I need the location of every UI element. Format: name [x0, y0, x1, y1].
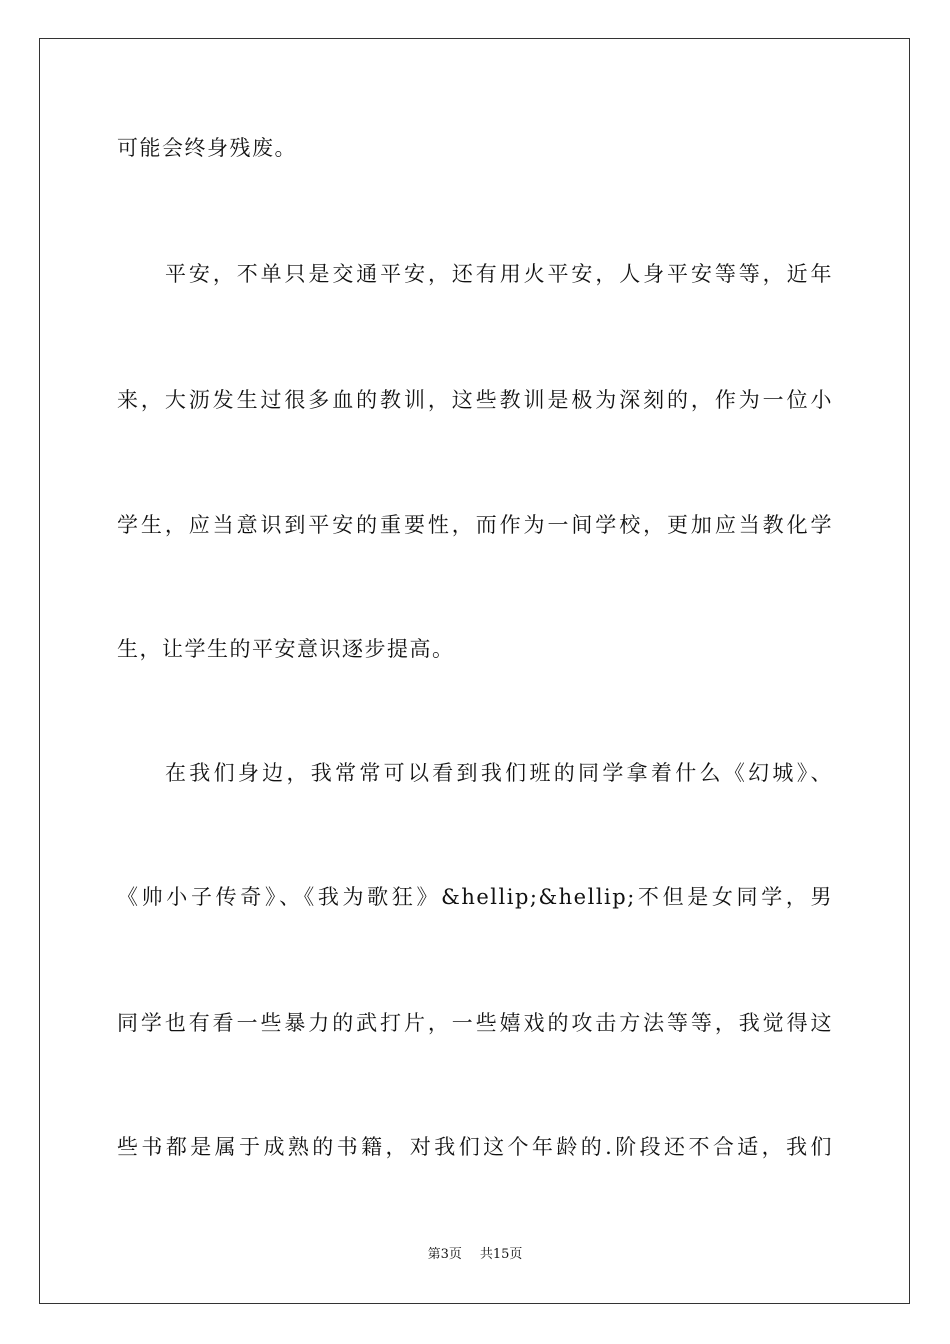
text-line-8: 同学也有看一些暴力的武打片，一些嬉戏的攻击方法等等，我觉得这	[117, 1011, 833, 1035]
page-number: 第3页	[427, 1247, 462, 1262]
page-footer	[0, 1247, 950, 1263]
text-line-6: 在我们身边，我常常可以看到我们班的同学拿着什么《幻城》、	[165, 761, 833, 785]
text-line-1: 可能会终身残废。	[117, 136, 297, 160]
text-line-3: 来，大沥发生过很多血的教训，这些教训是极为深刻的，作为一位小	[117, 388, 833, 412]
text-line-2: 平安，不单只是交通平安，还有用火平安，人身平安等等，近年	[165, 262, 833, 286]
text-line-7: 《帅小子传奇》、《我为歌狂》&hellip;&hellip;不但是女同学，男	[117, 885, 833, 909]
text-line-4: 学生，应当意识到平安的重要性，而作为一间学校，更加应当教化学	[117, 513, 833, 537]
text-line-5: 生，让学生的平安意识逐步提高。	[117, 637, 455, 661]
text-line-9: 些书都是属于成熟的书籍，对我们这个年龄的.阶段还不合适，我们	[117, 1135, 833, 1159]
page-border	[39, 38, 910, 1304]
page-total: 共15页	[479, 1247, 523, 1262]
